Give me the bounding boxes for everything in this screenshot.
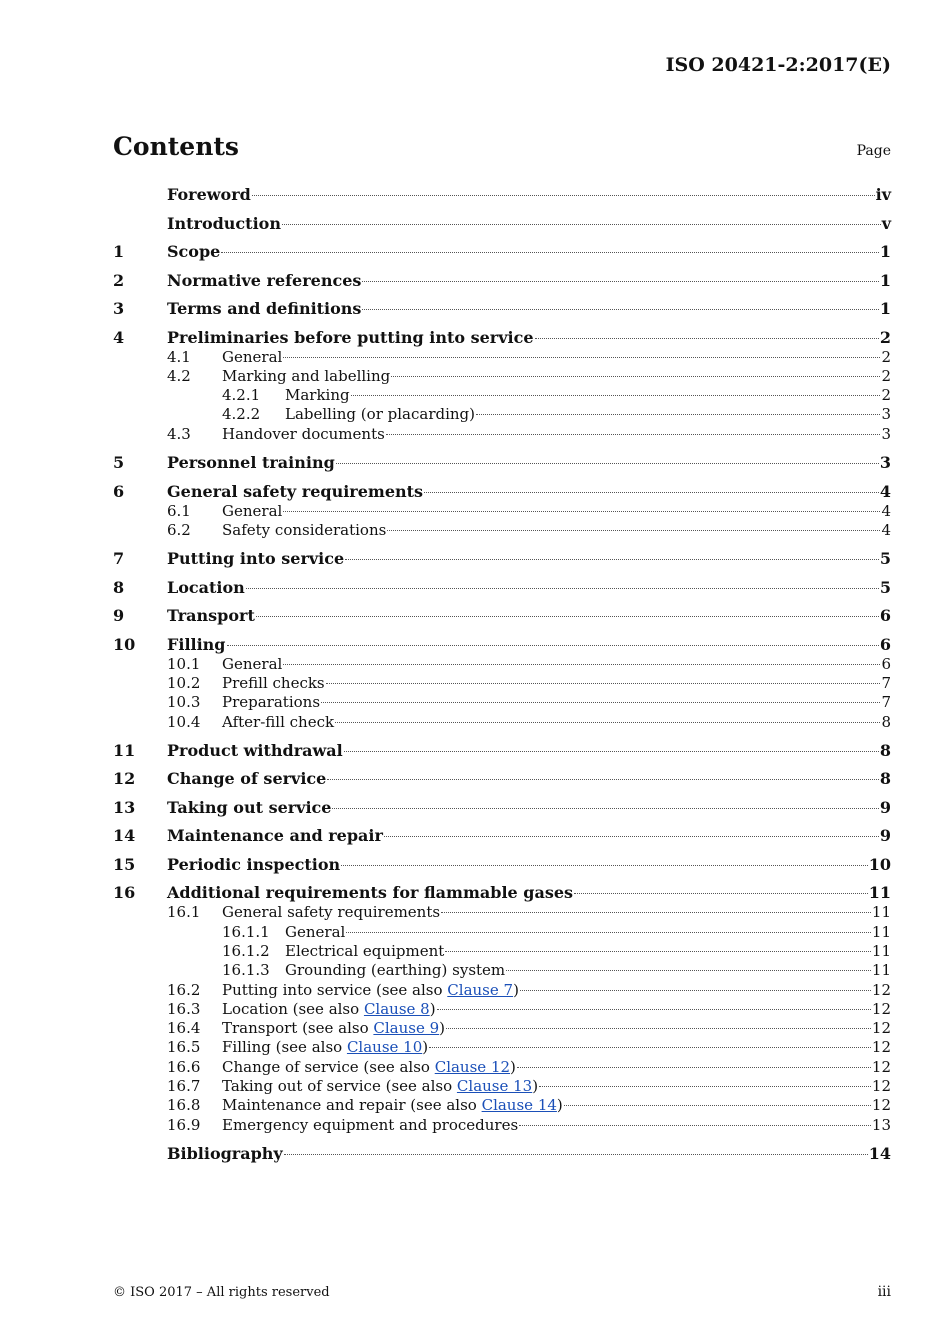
toc-entry[interactable] <box>113 405 891 425</box>
toc-entry[interactable] <box>113 242 891 266</box>
dot-leader <box>283 664 880 665</box>
toc-entry-page: 11 <box>871 922 891 941</box>
toc-entry-number: 16.8 <box>167 1096 201 1115</box>
toc-entry[interactable] <box>113 453 891 477</box>
dot-leader <box>424 492 879 493</box>
clause-link[interactable]: Clause 9 <box>373 1019 440 1038</box>
toc-entry-title <box>167 271 361 290</box>
toc-entry-number: 11 <box>113 740 136 760</box>
toc-entry-title <box>167 798 331 817</box>
toc-entry-title-text: Putting into service <box>167 549 345 569</box>
toc-entry[interactable] <box>113 578 891 602</box>
footer-page-number: iii <box>877 1284 891 1300</box>
toc-entry-page: iv <box>875 185 891 204</box>
toc-entry-page: 12 <box>871 1038 891 1057</box>
toc-entry-title-text: Transport <box>167 606 255 626</box>
toc-entry-title <box>167 883 573 902</box>
dot-leader <box>327 779 879 780</box>
toc-entry-page: 2 <box>881 347 891 366</box>
toc-entry-title-text: Grounding (earthing) system <box>285 961 506 980</box>
toc-entry[interactable] <box>113 502 891 522</box>
toc-entry[interactable] <box>113 923 891 943</box>
dot-leader <box>221 252 879 253</box>
toc-entry-page: 14 <box>868 1143 891 1163</box>
toc-entry-title-text: General <box>222 654 283 673</box>
toc-entry-title-text: Filling <box>167 634 226 654</box>
toc-entry-title <box>222 425 385 443</box>
toc-entry-page: 1 <box>879 242 891 261</box>
document-id: ISO 20421-2:2017(E) <box>665 54 891 76</box>
toc-entry-title-text: Preliminaries before putting into service <box>167 327 534 347</box>
toc-entry-title <box>222 693 320 711</box>
toc-entry-page: 9 <box>879 797 891 817</box>
toc-entry-title-text: Change of service <box>167 769 327 789</box>
toc-entry-page: 6 <box>881 654 891 673</box>
toc-entry-page: 3 <box>879 453 891 472</box>
toc-entry[interactable] <box>113 185 891 209</box>
toc-entry[interactable] <box>113 1000 891 1020</box>
toc-entry-title <box>222 903 440 921</box>
dot-leader <box>441 912 871 913</box>
toc-entry-number: 16.7 <box>167 1077 201 1095</box>
toc-entry-title-text: Periodic inspection <box>167 854 341 874</box>
dot-leader <box>386 434 881 435</box>
toc-entry[interactable] <box>113 1096 891 1116</box>
clause-link[interactable]: Clause 10 <box>346 1038 423 1057</box>
toc-entry-title-text: General <box>222 501 283 520</box>
toc-entry-title <box>167 242 220 261</box>
toc-entry-number: 16.4 <box>167 1019 201 1038</box>
toc-entry[interactable] <box>113 425 891 445</box>
toc-entry-title <box>167 635 226 654</box>
dot-leader <box>520 990 871 991</box>
toc-entry-title <box>167 214 281 233</box>
toc-entry[interactable] <box>113 521 891 541</box>
toc-entry[interactable] <box>113 655 891 675</box>
toc-entry-title <box>167 1144 283 1163</box>
clause-link[interactable]: Clause 7 <box>447 980 514 999</box>
toc-entry-number: 16.1.2 <box>222 941 270 960</box>
dot-leader <box>445 951 871 952</box>
dot-leader <box>446 1028 871 1029</box>
dot-leader <box>391 376 880 377</box>
toc-entry-page: 7 <box>881 673 891 692</box>
toc-entry-title <box>222 981 519 999</box>
dot-leader <box>535 338 879 339</box>
toc-entry-title <box>167 606 255 625</box>
toc-entry-number: 3 <box>113 299 125 318</box>
toc-entry-title <box>167 299 361 318</box>
toc-entry-title-text: Personnel training <box>167 453 335 472</box>
dot-leader <box>429 1047 871 1048</box>
toc-entry-title-text: Electrical equipment <box>285 941 445 960</box>
toc-entry-title-text: Change of service (see also <box>222 1057 435 1076</box>
toc-entry-title <box>167 855 340 874</box>
toc-entry-title-text: Maintenance and repair (see also <box>222 1096 482 1115</box>
toc-entry[interactable] <box>113 855 891 879</box>
toc-entry-page: 9 <box>879 826 891 846</box>
toc-entry-number: 10.2 <box>167 673 201 692</box>
toc-entry-title-text: General <box>285 922 346 941</box>
toc-entry-number: 5 <box>113 453 125 472</box>
toc-entry-number: 4.2.2 <box>222 405 261 424</box>
toc-entry-title <box>167 453 335 472</box>
dot-leader <box>227 645 879 646</box>
dot-leader <box>336 463 879 464</box>
dot-leader <box>346 932 871 933</box>
toc-entry-title-text: Location <box>167 577 245 597</box>
toc-entry-page: 8 <box>879 769 891 789</box>
toc-entry-page: 8 <box>881 712 891 731</box>
toc-entry[interactable] <box>113 549 891 573</box>
toc-entry-page: 4 <box>881 501 891 520</box>
toc-entry-number: 10.3 <box>167 693 201 712</box>
toc-entry-title <box>222 655 282 673</box>
toc-entry-title-text: Marking <box>285 386 350 405</box>
toc-entry-page: 1 <box>879 270 891 290</box>
toc-entry-page: 5 <box>879 577 891 597</box>
toc-entry-title <box>167 826 383 845</box>
toc-entry-page: 8 <box>879 740 891 760</box>
toc-entry-page: 6 <box>879 634 891 654</box>
dot-leader <box>246 588 879 589</box>
toc-entry[interactable] <box>113 386 891 406</box>
toc-entry-title <box>222 1019 445 1037</box>
dot-leader <box>345 559 879 560</box>
toc-entry-title-text: Emergency equipment and procedures <box>222 1115 519 1134</box>
toc-entry-page: 2 <box>879 327 891 347</box>
toc-entry-title <box>222 1038 428 1056</box>
toc-entry-title-suffix: ) <box>439 1019 446 1038</box>
toc-entry-page: 11 <box>871 941 891 960</box>
toc-entry-title-suffix: ) <box>510 1057 516 1076</box>
toc-entry[interactable] <box>113 713 891 733</box>
toc-entry-title-text: Location (see also <box>222 999 364 1018</box>
toc-entry-title-text: Terms and definitions <box>167 299 362 318</box>
toc-entry-page: 3 <box>881 424 891 443</box>
dot-leader <box>284 1154 868 1155</box>
toc-entry-title <box>222 1000 436 1018</box>
dot-leader <box>326 683 881 684</box>
toc-entry-page: 5 <box>879 549 891 569</box>
toc-entry-page: 1 <box>879 299 891 318</box>
toc-entry-title-suffix: ) <box>422 1038 429 1057</box>
dot-leader <box>437 1009 871 1010</box>
toc-entry-title <box>222 502 282 520</box>
toc-entry[interactable] <box>113 798 891 822</box>
toc-entry-title <box>285 942 444 960</box>
toc-entry[interactable] <box>113 1019 891 1039</box>
toc-entry-title <box>222 1058 516 1076</box>
toc-entry-page: 6 <box>879 606 891 626</box>
toc-entry-title-text: General <box>222 347 283 366</box>
toc-entry-number: 16.3 <box>167 999 201 1018</box>
toc-entry-number: 10.1 <box>167 654 201 673</box>
toc-entry-title-text: Scope <box>167 242 221 261</box>
toc-entry-number: 16 <box>113 883 136 903</box>
toc-entry-title <box>167 482 423 501</box>
toc-entry-title-text: Introduction <box>167 213 281 233</box>
toc-entry-page: 3 <box>881 405 891 424</box>
dot-leader <box>539 1086 871 1087</box>
toc-entry-title <box>167 578 245 597</box>
toc-entry-page: 12 <box>871 980 891 999</box>
clause-link[interactable]: Clause 13 <box>456 1077 533 1095</box>
dot-leader <box>362 309 878 310</box>
clause-link[interactable]: Clause 14 <box>481 1096 557 1115</box>
toc-entry-number: 16.6 <box>167 1057 201 1076</box>
toc-entry-title-text: Filling (see also <box>222 1038 347 1057</box>
toc-entry-title <box>222 367 390 385</box>
toc-entry-number: 6.1 <box>167 501 191 520</box>
toc-entry[interactable] <box>113 299 891 323</box>
toc-entry[interactable] <box>113 367 891 387</box>
toc-entry[interactable] <box>113 961 891 981</box>
toc-entry-page: 12 <box>871 1077 891 1095</box>
dot-leader <box>362 281 878 282</box>
dot-leader <box>351 395 881 396</box>
toc-entry-title-text: Labelling (or placarding) <box>285 405 475 424</box>
toc-entry[interactable] <box>113 826 891 850</box>
dot-leader <box>341 865 868 866</box>
toc-entry-number: 4.2.1 <box>222 386 261 405</box>
toc-entry-number: 6 <box>113 481 125 501</box>
toc-entry-title-text: Taking out of service (see also <box>222 1077 457 1095</box>
toc-entry-number: 4.3 <box>167 424 191 443</box>
toc-entry-title-text: Maintenance and repair <box>167 826 383 846</box>
page-column-label: Page <box>856 143 891 159</box>
toc-entry-title-suffix: ) <box>513 980 519 999</box>
toc-entry-number: 4.2 <box>167 366 191 385</box>
clause-link[interactable]: Clause 12 <box>434 1057 511 1076</box>
toc-entry[interactable] <box>113 981 891 1001</box>
toc-entry-number: 6.2 <box>167 520 191 539</box>
toc-entry-title <box>167 185 251 204</box>
toc-entry[interactable] <box>113 606 891 630</box>
toc-entry-title-suffix: ) <box>532 1077 539 1095</box>
toc-entry-title <box>222 1116 518 1134</box>
toc-entry-title-text: Prefill checks <box>222 673 325 692</box>
dot-leader <box>321 702 880 703</box>
dot-leader <box>476 414 880 415</box>
toc-entry-title <box>222 1077 538 1095</box>
toc-entry-title-text: Additional requirements for flammable gases <box>167 883 574 903</box>
toc-entry-title <box>285 386 350 404</box>
dot-leader <box>332 808 878 809</box>
toc-entry-page: 12 <box>871 1019 891 1038</box>
toc-entry-title-text: General safety requirements <box>167 481 424 501</box>
toc-entry-number: 2 <box>113 270 125 290</box>
toc-entry-page: 10 <box>868 854 891 874</box>
clause-link[interactable]: Clause 8 <box>363 999 430 1018</box>
toc-entry[interactable] <box>113 769 891 793</box>
toc-entry-page: 7 <box>881 693 891 712</box>
toc-entry[interactable] <box>113 903 891 923</box>
toc-entry[interactable] <box>113 214 891 238</box>
toc-entry-number: 10 <box>113 634 136 654</box>
dot-leader <box>256 616 879 617</box>
toc-entry-number: 16.1.3 <box>222 961 270 980</box>
toc-entry-title-text: Marking and labelling <box>222 366 391 385</box>
toc-entry-title-suffix: ) <box>429 999 436 1018</box>
toc-entry[interactable] <box>113 1077 891 1097</box>
toc-entry-page: 12 <box>871 1057 891 1076</box>
toc-entry-number: 12 <box>113 769 136 789</box>
toc-entry[interactable] <box>113 1058 891 1078</box>
toc-entry-page: 12 <box>871 999 891 1018</box>
toc-entry-page: 4 <box>879 481 891 501</box>
dot-leader <box>283 357 880 358</box>
toc-entry-title <box>222 674 325 692</box>
toc-entry-number: 16.5 <box>167 1038 201 1057</box>
toc-entry-number: 9 <box>113 606 125 626</box>
toc-entry-page: 11 <box>871 903 891 922</box>
toc-entry-number: 4 <box>113 327 125 347</box>
toc-entry-title-text: Putting into service (see also <box>222 980 448 999</box>
toc-entry-title-text: Normative references <box>167 270 362 290</box>
toc-entry[interactable] <box>113 1144 891 1168</box>
toc-entry-number: 16.2 <box>167 980 201 999</box>
table-of-contents <box>113 0 891 1344</box>
toc-entry-page: 11 <box>871 961 891 980</box>
toc-entry-title <box>285 405 475 423</box>
toc-entry-title-text: Handover documents <box>222 424 385 443</box>
toc-entry-number: 10.4 <box>167 712 201 731</box>
toc-entry-title-text: Safety considerations <box>222 520 387 539</box>
toc-entry-page: 4 <box>881 520 891 539</box>
toc-entry-number: 7 <box>113 549 125 569</box>
toc-entry-title-text: General safety requirements <box>222 903 441 922</box>
toc-entry-title-text: Bibliography <box>167 1143 283 1163</box>
toc-entry-number: 16.1 <box>167 903 201 922</box>
toc-entry-title <box>167 328 534 347</box>
toc-entry-page: 13 <box>871 1115 891 1134</box>
toc-entry-page: 12 <box>871 1096 891 1115</box>
contents-heading: Contents <box>113 132 240 161</box>
toc-entry-title <box>222 348 282 366</box>
dot-leader <box>252 195 875 196</box>
toc-entry-title-text: Taking out service <box>167 797 332 817</box>
toc-entry-title <box>167 769 326 788</box>
toc-entry-number: 16.1.1 <box>222 922 270 941</box>
toc-entry[interactable] <box>113 693 891 713</box>
toc-entry-number: 15 <box>113 854 136 874</box>
toc-entry[interactable] <box>113 1038 891 1058</box>
toc-entry-page: v <box>881 213 891 233</box>
toc-entry-number: 8 <box>113 577 125 597</box>
dot-leader <box>384 836 879 837</box>
toc-entry-number: 1 <box>113 242 125 261</box>
toc-entry-title-text: Product withdrawal <box>167 740 343 760</box>
dot-leader <box>564 1105 871 1106</box>
toc-entry-title-text: After-fill check <box>222 712 335 731</box>
toc-entry-number: 14 <box>113 826 136 846</box>
toc-entry-title-suffix: ) <box>556 1096 563 1115</box>
toc-entry-page: 11 <box>868 883 891 903</box>
toc-entry-number: 13 <box>113 797 136 817</box>
toc-entry[interactable] <box>113 1116 891 1136</box>
toc-entry[interactable] <box>113 741 891 765</box>
toc-entry-title <box>222 521 386 539</box>
toc-entry[interactable] <box>113 942 891 962</box>
dot-leader <box>517 1067 871 1068</box>
toc-entry-title <box>285 923 345 941</box>
toc-entry-number: 4.1 <box>167 347 191 366</box>
dot-leader <box>282 224 881 225</box>
footer-copyright: © ISO 2017 – All rights reserved <box>113 1285 330 1300</box>
toc-entry-page: 2 <box>881 386 891 405</box>
dot-leader <box>519 1125 871 1126</box>
toc-entry-title-text: Transport (see also <box>222 1019 374 1038</box>
toc-entry-title-text: Preparations <box>222 693 321 712</box>
toc-entry-title <box>222 713 334 731</box>
dot-leader <box>335 722 880 723</box>
toc-entry[interactable] <box>113 271 891 295</box>
dot-leader <box>506 970 871 971</box>
dot-leader <box>574 893 868 894</box>
toc-entry[interactable] <box>113 348 891 368</box>
toc-entry-number: 16.9 <box>167 1115 201 1134</box>
toc-entry-title <box>222 1096 563 1114</box>
toc-entry[interactable] <box>113 674 891 694</box>
toc-entry-page: 2 <box>881 366 891 385</box>
dot-leader <box>387 530 880 531</box>
toc-entry-title <box>167 549 344 568</box>
dot-leader <box>344 751 879 752</box>
toc-entry-title-text: Foreword <box>167 185 251 204</box>
toc-entry-title <box>167 741 343 760</box>
dot-leader <box>283 511 880 512</box>
toc-entry-title <box>285 961 505 979</box>
